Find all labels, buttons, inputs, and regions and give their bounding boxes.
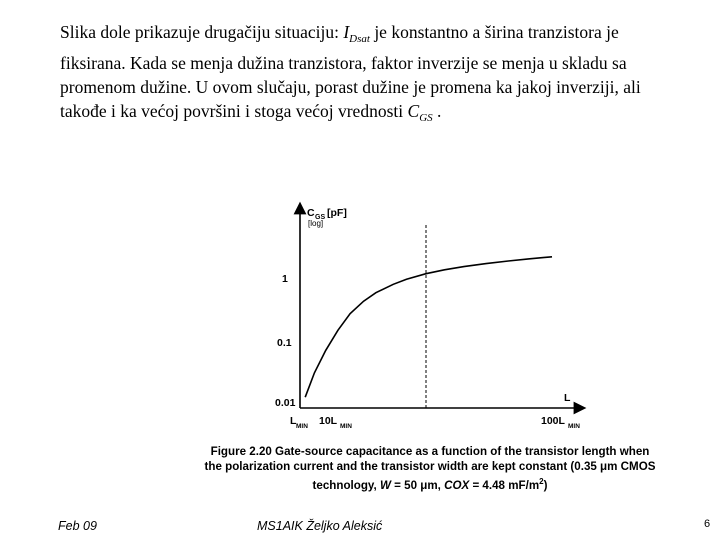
text-segment: . bbox=[432, 101, 442, 121]
text-segment: je konstantno a širina tranzistora je bbox=[369, 22, 619, 42]
caption-var-cox: COX bbox=[444, 478, 470, 492]
x-tick-10lmin: 10L bbox=[319, 415, 338, 427]
footer-course-author: MS1AIK Željko Aleksić bbox=[257, 519, 383, 533]
y-tick-0.1: 0.1 bbox=[277, 337, 292, 349]
x-tick-lmin: L bbox=[290, 415, 297, 427]
caption-text: = 4.48 mF/m bbox=[469, 478, 540, 492]
var-c: C bbox=[407, 101, 420, 121]
caption-superscript: 2 bbox=[539, 477, 544, 486]
page-number: 6 bbox=[704, 518, 711, 530]
caption-text: technology, bbox=[312, 478, 380, 492]
caption-var-w: W bbox=[379, 478, 391, 492]
caption-line-2: the polarization current and the transistor width are kept constant (0.35 μm CMOS bbox=[204, 460, 656, 473]
y-tick-0.01: 0.01 bbox=[275, 397, 296, 409]
ylabel-sub: GS bbox=[315, 214, 326, 221]
var-i: I bbox=[343, 22, 350, 42]
ylabel-c: C bbox=[307, 207, 315, 219]
caption-text: ) bbox=[543, 478, 548, 492]
x-tick-100lmin-sub: MIN bbox=[568, 423, 580, 430]
caption-line-3 bbox=[182, 474, 678, 493]
y-axis-label bbox=[307, 207, 347, 228]
text-segment: takođe i ka većoj površini i stoga većoj vrednosti bbox=[60, 101, 408, 121]
var-c-subscript: GS bbox=[419, 112, 433, 124]
x-tick-100lmin: 100L bbox=[541, 415, 565, 427]
y-tick-1: 1 bbox=[282, 273, 288, 285]
x-tick-10lmin-sub: MIN bbox=[340, 423, 352, 430]
paragraph-line-2: fiksirana. Kada se menja dužina tranzistora, faktor inverzije se menja u skladu sa bbox=[60, 53, 627, 73]
paragraph-line-3: promenom dužine. U ovom slučaju, porast dužine je promena ka jakoj inverziji, ali bbox=[60, 77, 641, 97]
figure-caption bbox=[182, 444, 678, 493]
ylabel-unit: [pF] bbox=[327, 207, 347, 219]
text-segment: Slika dole prikazuje drugačiju situaciju: bbox=[60, 22, 344, 42]
x-tick-lmin-sub: MIN bbox=[296, 423, 308, 430]
ylabel-scale: [log] bbox=[308, 219, 324, 228]
caption-line-1: Figure 2.20 Gate-source capacitance as a function of the transistor length when bbox=[210, 445, 650, 458]
caption-text: = 50 μm, bbox=[390, 478, 445, 492]
x-axis-label: L bbox=[564, 392, 571, 404]
footer-date: Feb 09 bbox=[58, 519, 97, 533]
var-i-subscript: Dsat bbox=[349, 33, 370, 45]
series-line-cgs bbox=[305, 257, 552, 397]
